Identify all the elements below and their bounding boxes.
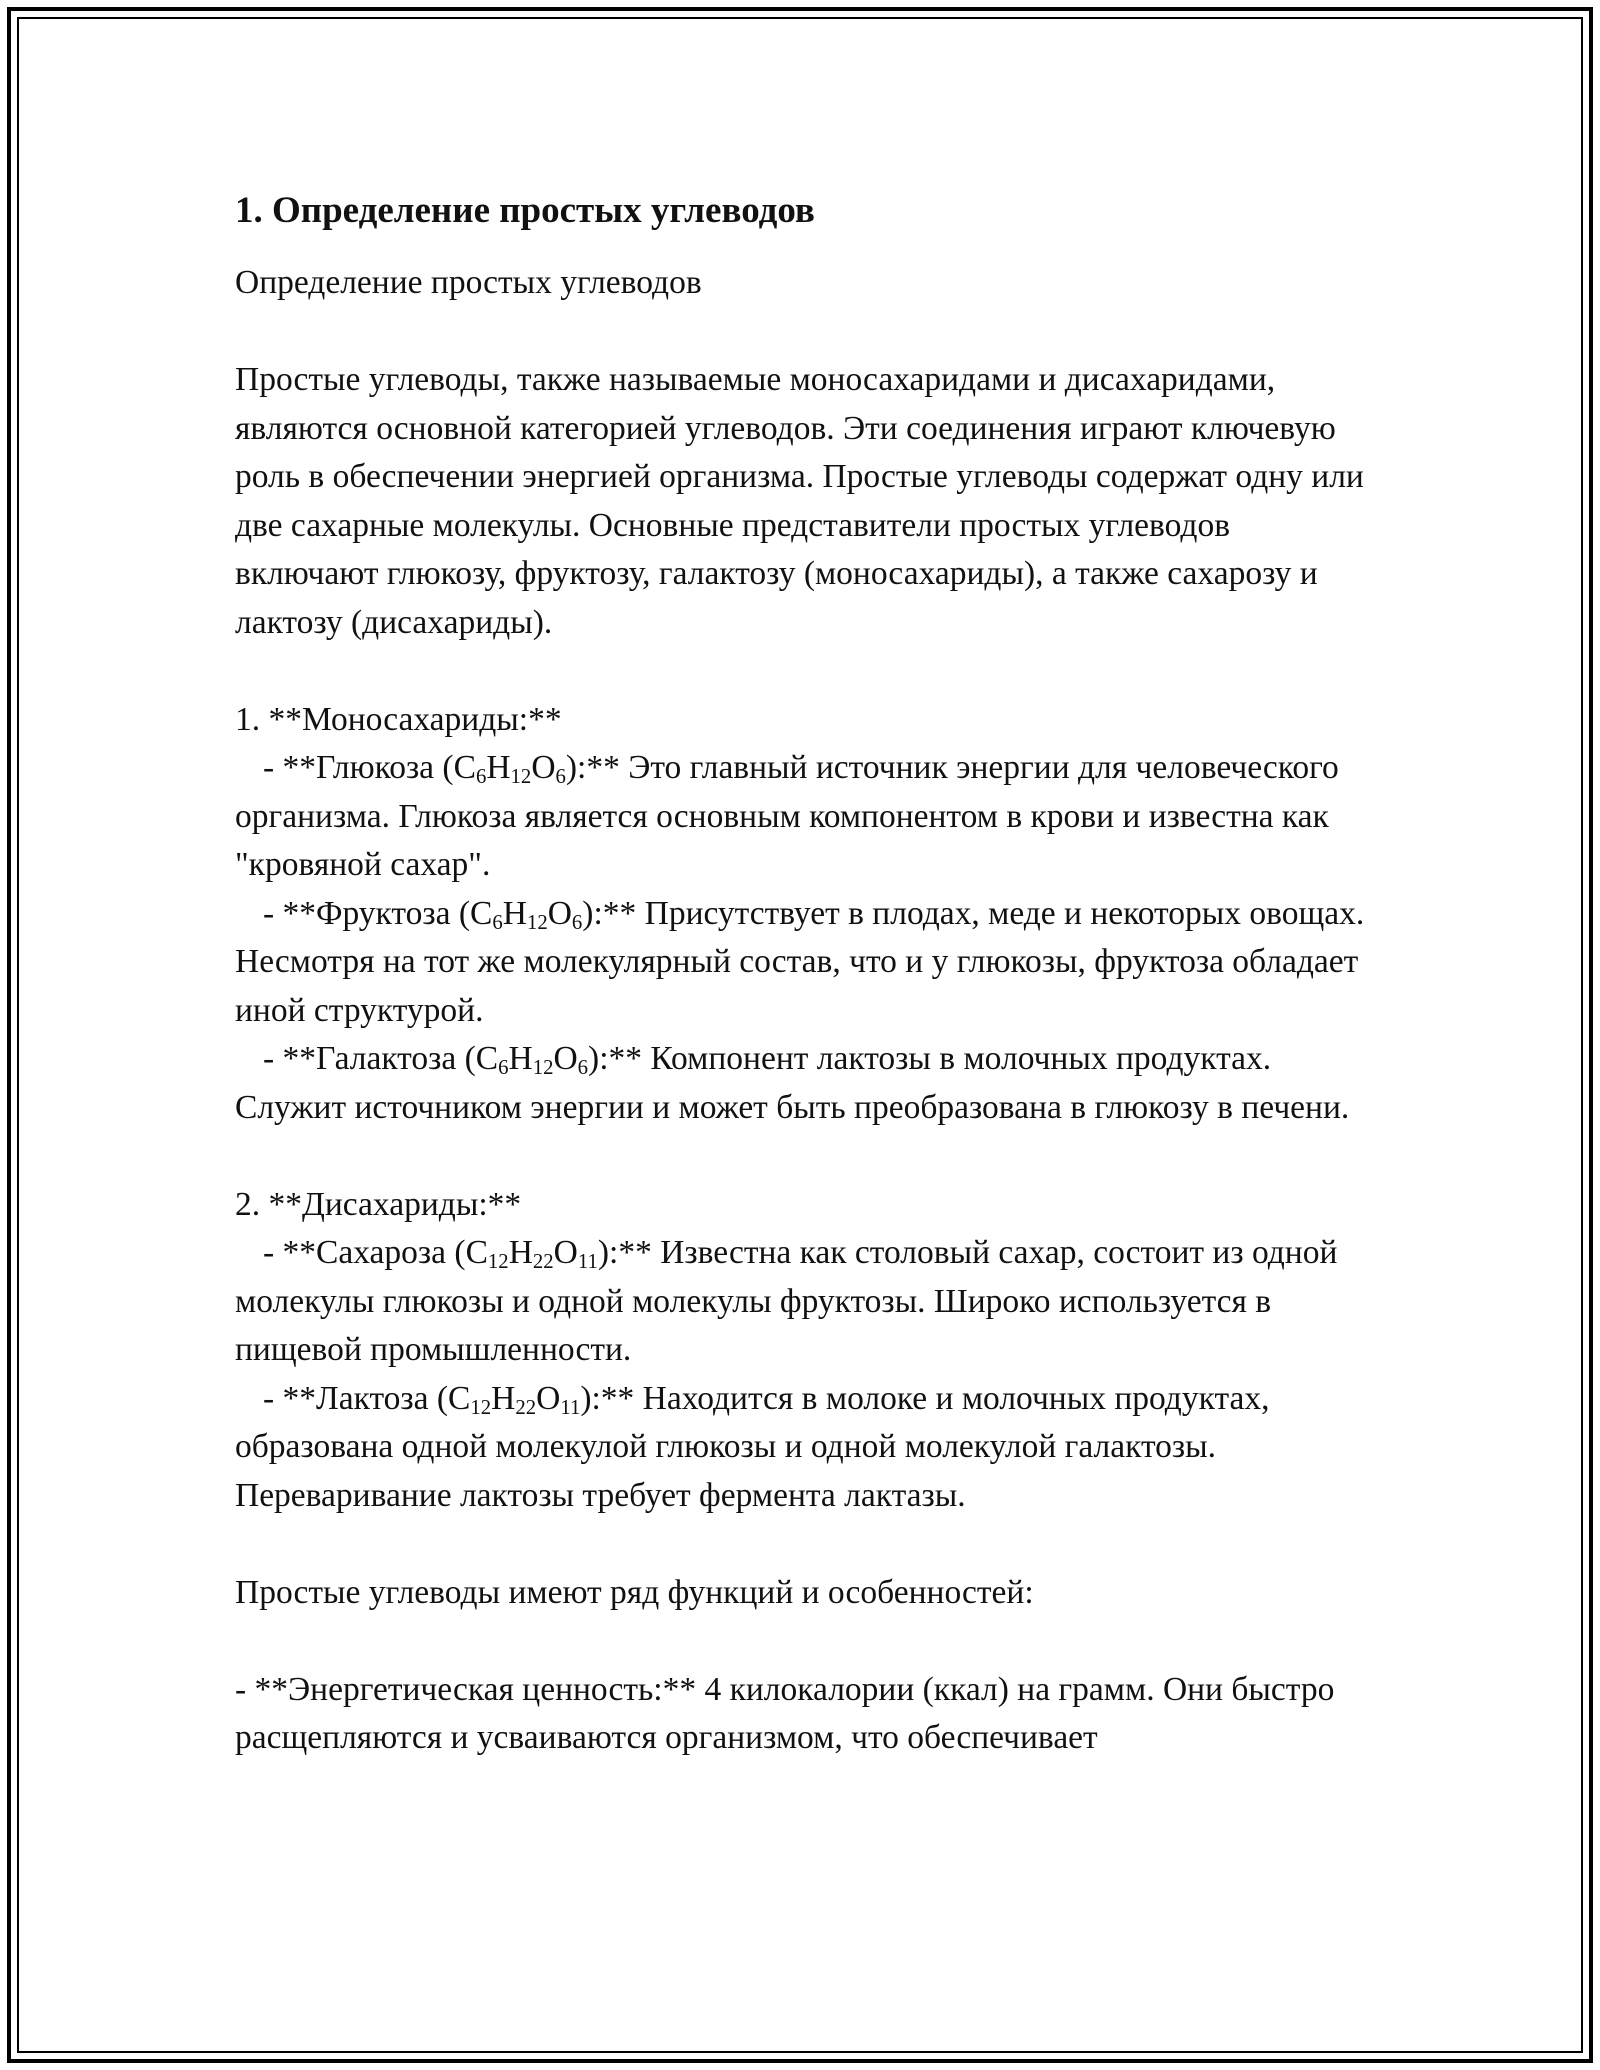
section-subtitle: Определение простых углеводов (235, 264, 702, 301)
document-body (235, 185, 1375, 1763)
sucrose-item: - **Сахароза $(C_{12}H_{22}O_{11}):**$ Известна как столовый сахар, состоит из одной молекулы глюкозы и одной молекулы фруктозы. Широко используется в пищевой промышленности. (235, 1234, 1338, 1368)
lactose-item: - **Лактоза $(C_{12}H_{22}O_{11}):**$ Находится в молоке и молочных продуктах, образована одной молекулой глюкозы и одной молекулой галактозы. Переваривание лактозы требует фермента лактазы. (235, 1379, 1270, 1514)
fructose-item: - **Фруктоза $(C_6H_{12}O_6):**$ Присутствует в плодах, меде и некоторых овощах. Несмотря на тот же молекулярный состав, что и у глюкозы, фруктоза обладает иной структурой. (235, 894, 1365, 1029)
functions-intro: Простые углеводы имеют ряд функций и особенностей: (235, 1573, 1034, 1611)
galactose-item: - **Галактоза $(C_6H_{12}O_6):**$ Компонент лактозы в молочных продуктах. Служит источником энергии и может быть преобразована в глюкозу в печени. (235, 1040, 1350, 1126)
section-heading: 1. Определение простых углеводов (235, 190, 815, 231)
di-header: 2. **Дисахариды:** (235, 1185, 522, 1223)
glucose-item: - **Глюкоза $(C_6H_{12}O_6):**$ Это главный источник энергии для человеческого организма. Глюкоза является основным компонентом в крови и известна как "кровяной сахар". (235, 749, 1339, 883)
intro-paragraph: Простые углеводы, также называемые моносахаридами и дисахаридами, являются основной категорией углеводов. Эти соединения играют ключевую роль в обеспечении энергией организма. Простые углеводы содержат одну или две сахарные молекулы. Основные представители простых углеводов включают глюкозу, фруктозу, галактозу (моносахариды), а также сахарозу и лактозу (дисахариды). (235, 361, 1364, 641)
mono-header: 1. **Моносахариды:** (235, 700, 562, 738)
energy-item: - **Энергетическая ценность:** 4 килокалории (ккал) на грамм. Они быстро расщепляются и усваиваются организмом, что обеспечивает (235, 1670, 1335, 1756)
